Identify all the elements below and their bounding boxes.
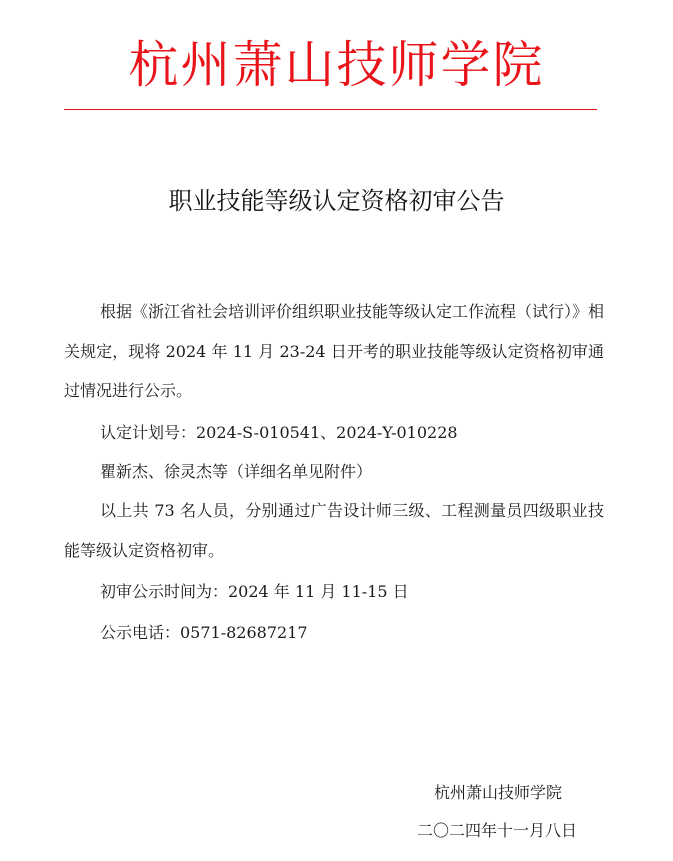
signature-date: 二〇二四年十一月八日: [417, 821, 578, 840]
letterhead-title: 杭州萧山技师学院: [128, 36, 545, 94]
letterhead-divider: [64, 109, 597, 110]
signature-organization: 杭州萧山技师学院: [434, 783, 563, 802]
contact-phone-line: 公示电话：0571-82687217: [100, 623, 308, 642]
people-line: 瞿新杰、徐灵杰等（详细名单见附件）: [100, 462, 373, 481]
notice-paragraph-summary: 以上共 73 名人员，分别通过广告设计师三级、工程测量员四级职业技能等级认定资格初审。: [64, 501, 604, 560]
notice-title: 职业技能等级认定资格初审公告: [168, 187, 505, 215]
publicity-period-line: 初审公示时间为：2024 年 11 月 11-15 日: [100, 582, 409, 601]
plan-number-line: 认定计划号：2024-S-010541、2024-Y-010228: [100, 423, 458, 442]
notice-paragraph-main: 根据《浙江省社会培训评价组织职业技能等级认定工作流程（试行）》相关规定，现将 2024 年 11 月 23-24 日开考的职业技能等级认定资格初审通过情况进行公示。: [64, 302, 605, 400]
